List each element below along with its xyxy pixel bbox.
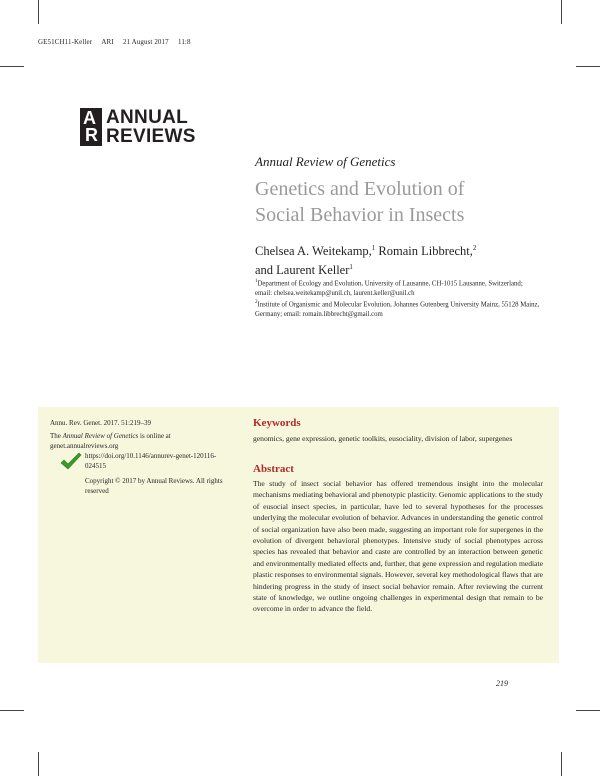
checkmark-icon [60, 452, 82, 477]
doi-link[interactable]: https://doi.org/10.1146/annurev-genet-120116-024515 [85, 452, 217, 470]
affiliation-2-text: Institute of Organismic and Molecular Evolution, Johannes Gutenberg University Mainz, 55128 Mainz, Germany; email: romain.libbrecht@gmail.com [255, 301, 540, 319]
crop-mark [561, 0, 562, 24]
header-date: 21 August 2017 [122, 38, 169, 46]
crop-mark [38, 752, 39, 776]
crop-mark [576, 710, 600, 711]
crop-mark [561, 752, 562, 776]
online-url[interactable]: is online at genet.annualreviews.org [50, 432, 171, 450]
page-number: 219 [496, 679, 508, 688]
logo-line-annual: ANNUAL [106, 107, 189, 128]
keywords-text: genomics, gene expression, genetic toolkits, eusociality, division of labor, supergenes [253, 434, 513, 443]
crop-mark [0, 710, 24, 711]
crop-mark [576, 66, 600, 67]
affiliation-1 [255, 277, 540, 299]
crop-mark [0, 66, 24, 67]
abstract-text: The study of insect social behavior has offered tremendous insight into the molecular mechanisms mediating behavioral and phenotypic plasticity. Genomic applications to the study of eusocial insect species, in particular, have led to several hypotheses for the processes underlying the molecular evolution of behavior. Advances in understanding the genetic control of social organization have also been made, suggesting an important role for supergenes in the evolution of divergent behavioral phenotypes. Intensive study of social phenotypes across species has revealed that behavior and caste are controlled by an interaction between genetic and environmentally mediated effects and, further, that gene expression and regulation mediate plastic responses to environmental signals. However, several key methodological flaws that are hindering progress in the study of insect social behavior remain. After reviewing the current state of knowledge, we outline ongoing challenges in experimental design that remain to be overcome in order to advance the field. [253, 479, 543, 614]
affiliation-1-mark: 1 [255, 279, 258, 284]
running-header [38, 38, 191, 46]
online-prefix: The [50, 432, 63, 440]
online-availability [50, 432, 215, 451]
annual-reviews-logo [80, 108, 196, 146]
author-3-affil-mark: 1 [349, 263, 353, 272]
keywords-heading: Keywords [253, 417, 301, 429]
author-2: Romain Libbrecht, [375, 244, 473, 259]
article-title [255, 176, 555, 228]
author-2-affil-mark: 2 [472, 244, 477, 252]
online-journal-name: Annual Review of Genetics [62, 432, 139, 440]
ar-logo-mark [80, 108, 102, 146]
author-3: and Laurent Keller [255, 263, 350, 278]
header-time: 11:8 [177, 38, 191, 46]
affiliation-1-text: Department of Ecology and Evolution, University of Lausanne, CH-1015 Lausanne, Switzerland; email: chelsea.weitekamp@unil.ch, laurent.keller@unil.ch [255, 280, 523, 298]
logo-mark-r: R [85, 125, 98, 145]
article-code: GE51CH11-Keller [38, 38, 93, 46]
crop-mark [38, 0, 39, 24]
copyright-notice: Copyright © 2017 by Annual Reviews. All rights reserved [85, 477, 223, 495]
ari-label: ARI [101, 38, 114, 46]
author-1: Chelsea A. Weitekamp, [255, 244, 372, 259]
journal-name: Annual Review of Genetics [255, 154, 396, 169]
title-line-1: Genetics and Evolution of [255, 178, 465, 200]
affiliation-2-mark: 2 [255, 300, 258, 305]
abstract-heading: Abstract [253, 463, 294, 475]
affiliation-2 [255, 298, 540, 320]
logo-line-reviews: REVIEWS [106, 126, 196, 147]
logo-mark-a: A [83, 108, 96, 128]
logo-wordmark [106, 108, 196, 146]
author-list [255, 240, 555, 278]
title-line-2: Social Behavior in Insects [255, 204, 465, 226]
author-1-affil-mark: 1 [371, 244, 376, 252]
citation-line: Annu. Rev. Genet. 2017. 51:219–39 [50, 419, 152, 427]
